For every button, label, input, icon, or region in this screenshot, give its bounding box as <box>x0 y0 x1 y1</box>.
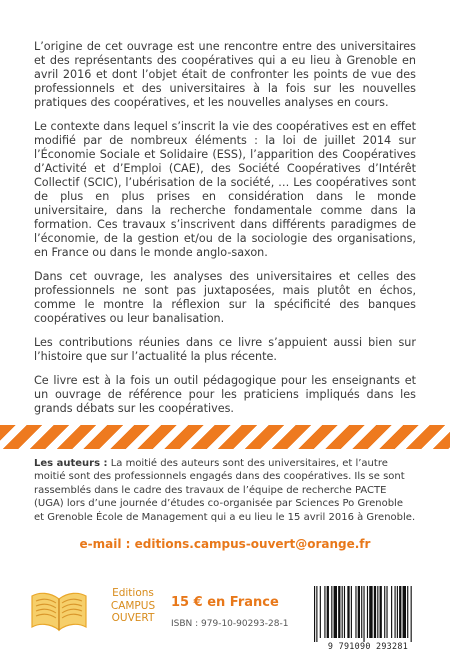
barcode-bar <box>358 586 360 638</box>
authors-section <box>34 457 416 524</box>
authors-lead: Les auteurs : <box>34 458 108 469</box>
contact-email[interactable]: e-mail : editions.campus-ouvert@orange.fr <box>79 537 371 551</box>
back-cover-text <box>34 40 416 426</box>
hazard-stripe-divider <box>0 425 450 449</box>
barcode-bar <box>331 586 332 638</box>
barcode-bar <box>316 586 317 642</box>
barcode-bar <box>327 586 329 638</box>
barcode-bar <box>367 586 368 638</box>
barcode-bar <box>403 586 406 638</box>
barcode-bar <box>355 586 356 638</box>
barcode-bar <box>377 586 378 638</box>
publisher-name <box>103 587 163 625</box>
barcode-bar <box>320 586 321 638</box>
barcode-bar <box>338 586 340 638</box>
barcode-bar <box>344 586 345 638</box>
barcode-bar <box>407 586 408 638</box>
barcode-bar <box>411 586 412 642</box>
publisher-line-1: Editions <box>112 587 154 599</box>
barcode-bar <box>386 586 387 638</box>
isbn: ISBN : 979-10-90293-28-1 <box>171 619 289 629</box>
barcode <box>308 584 428 656</box>
barcode-bar <box>391 586 392 638</box>
barcode-bar <box>380 586 382 638</box>
barcode-bar <box>334 586 337 638</box>
barcode-bar <box>384 586 385 638</box>
barcode-bar <box>351 586 352 638</box>
barcode-bar <box>361 586 362 638</box>
barcode-bar <box>314 586 315 642</box>
barcode-number: 9 791090 293281 <box>327 641 409 651</box>
barcode-icon <box>308 584 428 642</box>
barcode-bar <box>347 586 349 638</box>
paragraph-purpose: Ce livre est à la fois un outil pédagogique pour les enseignants et un ouvrage de référence pour les praticiens impliqués dans les grands débats sur les coopératives. <box>34 374 416 415</box>
paragraph-origin: L’origine de cet ouvrage est une rencontre entre des universitaires et des représentants des coopératives qui a eu lieu à Grenoble en avril 2016 et dont l’objet était de confronter les points de vue des professionnels et des universitaires à la fois sur les nouvelles pratiques des coopératives, et les nouvelles analyses en cours. <box>34 40 416 109</box>
publisher-line-3: OUVERT <box>111 612 155 624</box>
open-book-icon <box>30 589 88 633</box>
barcode-bar <box>369 586 372 638</box>
footer <box>0 575 450 658</box>
barcode-bar <box>324 586 325 638</box>
barcode-bar <box>363 586 364 642</box>
price: 15 € en France <box>171 595 279 610</box>
authors-text: La moitié des auteurs sont des universitaires, et l’autre moitié sont des professionnels engagés dans des coopératives. Ils se sont rassemblés dans le cadre des travaux de l’équipe de recherche PACTE (UGA) lors d’une journée d’études co-organisée par Sciences Po Grenoble et Grenoble École de Management qui a eu lieu le 15 avril 2016 à Grenoble. <box>34 458 416 523</box>
barcode-bar <box>342 586 343 638</box>
barcode-bar <box>397 586 398 638</box>
paragraph-context: Le contexte dans lequel s’inscrit la vie des coopératives est en effet modifié par de nombreux éléments : la loi de juillet 2014 sur l’Économie Sociale et Solidaire (ESS), l’apparition des Coopératives d’Activité et d’Emploi (CAE), des Société Coopératives d’Intérêt Collectif (SCIC), l’ubérisation de la société, … Les coopératives sont de plus en plus prises en considération dans le monde universitaire, dans la recherche fondamentale comme dans la formation. Ces travaux s’inscrivent dans différents paradigmes de l’économie, de la gestion et/ou de la sociologie des organisations, en France ou dans le monde anglo-saxon. <box>34 120 416 259</box>
barcode-bar <box>374 586 376 638</box>
barcode-bar <box>399 586 401 638</box>
barcode-bar <box>395 586 396 638</box>
paragraph-analyses: Dans cet ouvrage, les analyses des universitaires et celles des professionnels ne sont pas juxtaposées, mais plutôt en échos, comme le montre la réflexion sur la spécificité des banques coopératives ou leur banalisation. <box>34 270 416 325</box>
publisher-line-2: CAMPUS <box>110 599 156 612</box>
paragraph-contributions: Les contributions réunies dans ce livre s’appuient aussi bien sur l’histoire que sur l’actualité la plus récente. <box>34 336 416 363</box>
